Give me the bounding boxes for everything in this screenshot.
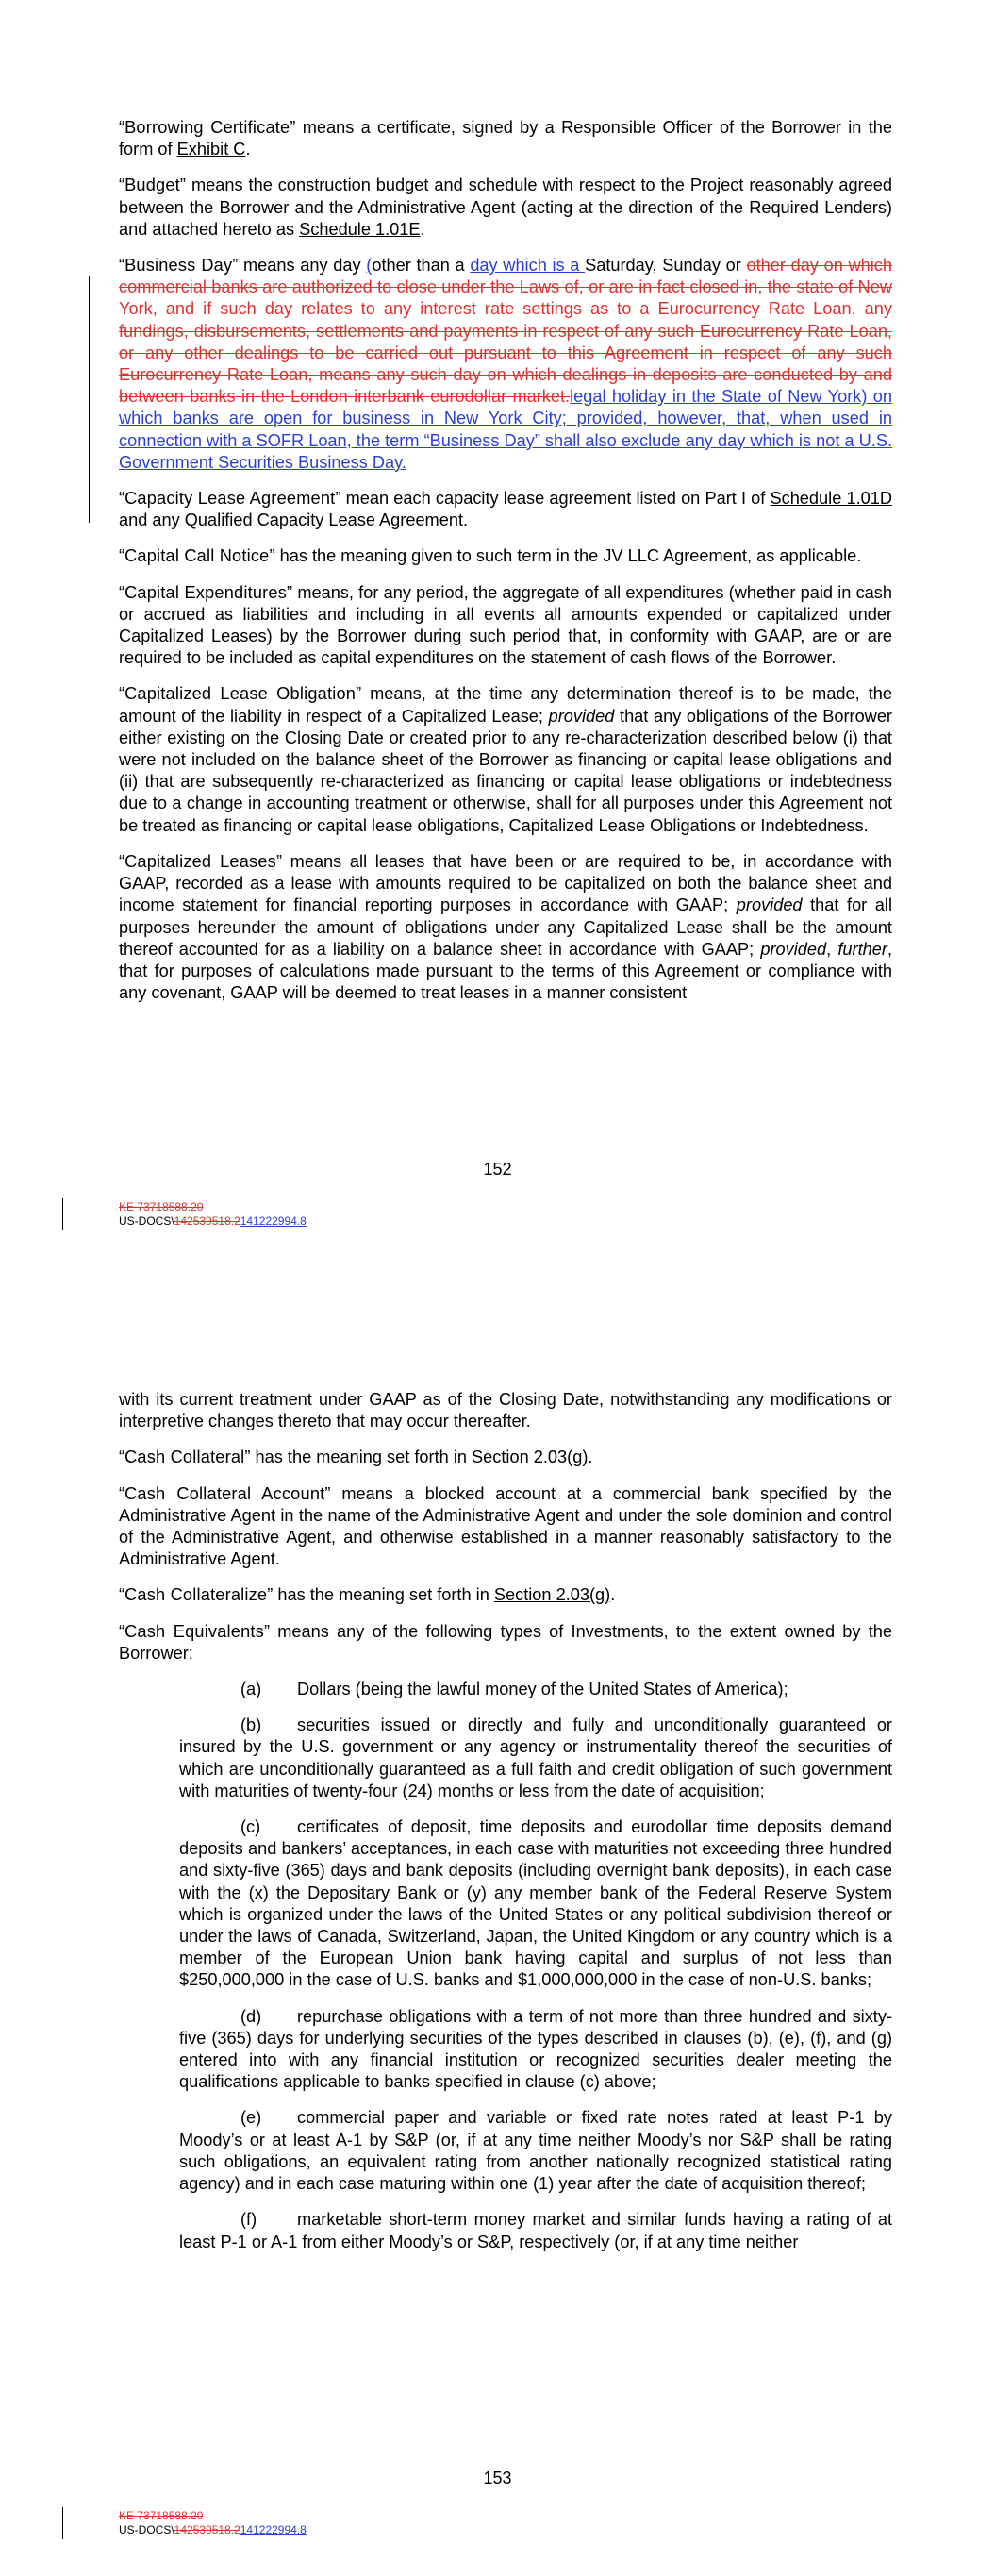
document-page-153 — [0, 1359, 995, 2576]
definition-text: means, for any period, the aggregate of all expenditures (whether paid in cash or accrued as liabilities and including in all events all amounts expended or capitalized under Capitalized Leases) by the Borrower during such period that, in conformity with GAAP, are or are required to be included as capital expenditures on the statement of cash flows of the Borrower. — [119, 582, 892, 668]
definition-budget: “Budget” means the construction budget and schedule with respect to the Project reasonably agreed between the Borrower and the Administrative Agent (acting at the direction of the Required Lenders) and attached hereto as Schedule 1.01E. — [119, 176, 892, 239]
definition-text: has the meaning given to such term in the JV LLC Agreement, as applicable. — [274, 546, 862, 566]
exhibit-link[interactable]: Exhibit C — [176, 140, 246, 159]
section-link[interactable]: Section 2.03(g) — [472, 1447, 589, 1467]
definition-text: , — [826, 939, 838, 959]
definition-text: , that for purposes of calculations made pursuant to the terms of this Agreement or compliance with any covenant, GAAP will be deemed to treat leases in a manner consistent — [119, 939, 892, 1003]
list-item-label: (b) — [240, 1715, 262, 1735]
inserted-text: legal holiday in the State of New York) on which banks are open for business in New York City; provided, however, that, when used in connection with a SOFR Loan, the term “Business Day” shall also exclude any day which is not a U.S. Government Securities Business Day. — [119, 387, 892, 472]
footer-ke-number: KE 73718588.20 — [119, 1200, 204, 1213]
list-item — [179, 2006, 892, 2094]
footer-doc-prefix: US-DOCS\ — [119, 2523, 174, 2536]
continuation-paragraph: with its current treatment under GAAP as of the Closing Date, notwithstanding any modifications or interpretive changes thereto that may occur thereafter. — [119, 1390, 892, 1431]
list-item — [179, 2209, 892, 2252]
page-body — [119, 1389, 892, 2267]
definition-text: means the construction budget and schedule with respect to the Project reasonably agreed between the Borrower and the Administrative Agent (acting at the direction of the Required Lenders) and attached hereto as — [119, 176, 892, 239]
footer-doc-prefix: US-DOCS\ — [119, 1214, 174, 1228]
definition-capital-expenditures: “Capital Expenditures” means, for any period, the aggregate of all expenditures (whether paid in cash or accrued as liabilities and including in all events all amounts expended or capitalized under Capitalized Leases) by the Borrower during such period that, in conformity with GAAP, are or are required to be included as capital expenditures on the statement of cash flows of the Borrower. — [119, 582, 892, 668]
definition-text: other than a — [372, 256, 471, 276]
definition-text: means any of the following types of Investments, to the extent owned by the Borrower: — [119, 1621, 892, 1663]
list-item-text: securities issued or directly and fully and unconditionally guaranteed or insured by the U.S. government or any agency or instrumentality thereof the securities of which are unconditionally guaranteed as a full faith and credit obligation of such government with maturities of twenty-four (24) months or less from the date of acquisition; — [179, 1715, 892, 1800]
inserted-text: day which is a — [470, 256, 586, 276]
definition-text: Saturday, Sunday or — [585, 256, 747, 276]
page-number: 153 — [483, 2468, 512, 2487]
definition-cash-collateral-account: “Cash Collateral Account” means a blocked account at a commercial bank specified by the Administrative Agent in the name of the Administrative Agent and under the sole dominion and control of the Administrative Agent, and otherwise established in a manner reasonably satisfactory to the Administrative Agent. — [119, 1483, 892, 1569]
definition-text: means a certificate, signed by a Responsible Officer of the Borrower in the form of — [119, 118, 892, 159]
list-item — [179, 1715, 892, 1802]
inserted-text: ( — [366, 256, 373, 276]
defined-term: Capacity Lease Agreement — [124, 489, 336, 509]
list-item — [179, 1816, 892, 1992]
definition-cash-equivalents: “Cash Equivalents” means any of the following types of Investments, to the extent owned by the Borrower: — [119, 1621, 892, 1663]
defined-term: Borrowing Certificate — [124, 118, 290, 137]
footer-doc-id — [119, 2523, 307, 2537]
defined-term: Business Day — [124, 256, 233, 276]
list-item-label: (c) — [240, 1817, 261, 1837]
defined-term: Capitalized Lease Obligation — [124, 684, 357, 704]
section-link[interactable]: Section 2.03(g) — [493, 1585, 611, 1605]
change-bar — [89, 276, 90, 523]
definition-text: means a blocked account at a commercial bank specified by the Administrative Agent in the name of the Administrative Agent and under the sole dominion and control of the Administrative Agent, and otherwise established in a manner reasonably satisfactory to the Administrative Agent. — [119, 1483, 892, 1569]
definition-text: that for all purposes hereunder the amount of obligations under any Capitalized Lease shall be the amount thereof accounted for as a liability on a balance sheet in accordance with GAAP; — [119, 895, 893, 959]
footer-change-bar — [62, 1198, 63, 1230]
footer-doc-inserted: 141222994.8 — [240, 2523, 307, 2536]
definition-end: . — [420, 219, 425, 239]
list-item-label: (e) — [240, 2108, 262, 2128]
definition-capitalized-lease-obligation: “Capitalized Lease Obligation” means, at the time any determination thereof is to be made, the amount of the liability in respect of a Capitalized Lease; provided that any obligations of the Borrower either existing on the Closing Date or created prior to any re-characterization described below (i) that were not included on the balance sheet of the Borrower as financing or capital lease obligations and (ii) that are subsequently re-characterized as financing or capital lease obligations or indebtedness due to a change in accounting treatment or otherwise, shall for all purposes under this Agreement not be treated as financing or capital lease obligations, Capitalized Lease Obligations or Indebtedness. — [119, 684, 892, 835]
defined-term: Capital Call Notice — [124, 546, 270, 566]
definition-capacity-lease-agreement: “Capacity Lease Agreement” mean each capacity lease agreement listed on Part I of Schedule 1.01D and any Qualified Capacity Lease Agreement. — [119, 489, 892, 530]
footer-doc-deleted: 142539518.2 — [174, 1214, 240, 1228]
definition-text: means, at the time any determination thereof is to be made, the amount of the liability in respect of a Capitalized Lease; — [119, 684, 892, 726]
definition-end: and any Qualified Capacity Lease Agreement. — [119, 510, 469, 530]
definition-business-day: “Business Day” means any day (other than a day which is a Saturday, Sunday or other day on which commercial banks are authorized to close under the Laws of, or are in fact closed in, the state of New York, and if such day relates to any interest rate settings as to a Eurocurrency Rate Loan, any fundings, disbursements, settlements and payments in respect of any such Eurocurrency Rate Loan, or any other dealings to be carried out pursuant to this Agreement in respect of any such Eurocurrency Rate Loan, means any such day on which dealings in deposits are conducted by and between banks in the London interbank eurodollar market.legal holiday in the State of New York) on which banks are open for business in New York City; provided, however, that, when used in connection with a SOFR Loan, the term “Business Day” shall also exclude any day which is not a U.S. Government Securities Business Day. — [119, 256, 892, 472]
footer-doc-deleted: 142539518.2 — [174, 2523, 240, 2536]
list-item-text: marketable short-term money market and similar funds having a rating of at least P-1 or A-1 from either Moody’s or S&P, respectively (or, if at any time neither — [179, 2210, 892, 2251]
definition-text: means any day — [238, 256, 367, 276]
list-item-text: Dollars (being the lawful money of the United States of America); — [297, 1680, 788, 1699]
definition-text: that any obligations of the Borrower either existing on the Closing Date or created prior to any re-characterization described below (i) that were not included on the balance sheet of the Borrower as financing or capital lease obligations and (ii) that are subsequently re-characterized as financing or capital lease obligations or indebtedness due to a change in accounting treatment or otherwise, shall for all purposes under this Agreement not be treated as financing or capital lease obligations, Capitalized Lease Obligations or Indebtedness. — [119, 706, 892, 835]
definition-borrowing-certificate: “Borrowing Certificate” means a certificate, signed by a Responsible Officer of the Borrower in the form of Exhibit C. — [119, 118, 892, 159]
schedule-link[interactable]: Schedule 1.01E — [299, 219, 421, 239]
page-body — [119, 117, 892, 1018]
list-item — [179, 1679, 892, 1700]
defined-term: Cash Collateral — [124, 1447, 245, 1467]
definition-cash-collateral: “Cash Collateral” has the meaning set forth in Section 2.03(g). — [119, 1447, 593, 1467]
definition-text: means all leases that have been or are required to be, in accordance with GAAP, recorded as a lease with amounts required to be capitalized on both the balance sheet and income statement for financial reporting purposes in accordance with GAAP; — [119, 851, 892, 915]
proviso: provided — [736, 895, 803, 915]
footer — [119, 2509, 307, 2537]
footer-doc-inserted: 141222994.8 — [240, 1214, 307, 1228]
definition-text: has the meaning set forth in — [250, 1447, 473, 1467]
defined-term: Cash Collateral Account — [124, 1483, 325, 1503]
list-item-text: repurchase obligations with a term of not more than three hundred and sixty-five (365) days for underlying securities of the types described in clauses (b), (e), (f), and (g) entered into with any financial institution or recognized securities dealer meeting the qualifications applicable to banks specified in clause (c) above; — [179, 2006, 892, 2092]
deleted-text: other day on which commercial banks are authorized to close under the Laws of, or are in fact closed in, the state of New York, and if such day relates to any interest rate settings as to a Eurocurrency Rate Loan, any fundings, disbursements, settlements and payments in respect of any such Eurocurrency Rate Loan, or any other dealings to be carried out pursuant to this Agreement in respect of any such Eurocurrency Rate Loan, means any such day on which dealings in deposits are conducted by and between banks in the London interbank eurodollar market. — [119, 256, 892, 407]
definition-capitalized-leases: “Capitalized Leases” means all leases that have been or are required to be, in accordance with GAAP, recorded as a lease with amounts required to be capitalized on both the balance sheet and income statement for financial reporting purposes in accordance with GAAP; provided that for all purposes hereunder the amount of obligations under any Capitalized Lease shall be the amount thereof accounted for as a liability on a balance sheet in accordance with GAAP; provided, further, that for purposes of calculations made pursuant to the terms of this Agreement or compliance with any covenant, GAAP will be deemed to treat leases in a manner consistent — [119, 851, 893, 1003]
footer-doc-id — [119, 1214, 307, 1229]
document-page-152 — [0, 0, 995, 1264]
definition-text: mean each capacity lease agreement listed on Part I of — [340, 489, 771, 509]
defined-term: Cash Equivalents — [124, 1621, 264, 1641]
definition-cash-collateralize: “Cash Collateralize” has the meaning set forth in Section 2.03(g). — [119, 1585, 616, 1605]
page-number: 152 — [483, 1160, 512, 1179]
list-item — [179, 2107, 892, 2195]
list-item-label: (d) — [240, 2006, 262, 2026]
proviso-further: further — [837, 939, 887, 959]
definition-capital-call-notice: “Capital Call Notice” has the meaning given to such term in the JV LLC Agreement, as applicable. — [119, 546, 862, 566]
defined-term: Capitalized Leases — [124, 851, 276, 871]
list-item-text: certificates of deposit, time deposits and eurodollar time deposits demand deposits and bankers’ acceptances, in each case with maturities not exceeding three hundred and sixty-five (365) days and bank deposits (including overnight bank deposits), in each case with the (x) the Depositary Bank or (y) any member bank of the Federal Reserve System which is organized under the laws of the United States or any political subdivision thereof or under the laws of Canada, Switzerland, Japan, the United Kingdom or any country which is a member of the European Union bank having capital and surplus of not less than $250,000,000 in the case of U.S. banks and $1,000,000,000 in the case of non-U.S. banks; — [179, 1817, 892, 1990]
footer-change-bar — [62, 2507, 63, 2539]
definition-text: has the meaning set forth in — [273, 1585, 494, 1605]
list-item-text: commercial paper and variable or fixed rate notes rated at least P-1 by Moody’s or at least A-1 by S&P (or, if at any time neither Moody’s nor S&P shall be rating such obligations, an equivalent rating from another nationally recognized statistical rating agency) and in each case maturing within one (1) year after the date of acquisition thereof; — [179, 2108, 892, 2194]
defined-term: Cash Collateralize — [124, 1585, 268, 1605]
footer — [119, 1200, 307, 1229]
definition-end: . — [588, 1447, 593, 1467]
schedule-link[interactable]: Schedule 1.01D — [770, 489, 892, 509]
proviso: provided — [548, 706, 615, 726]
list-item-label: (f) — [240, 2210, 257, 2230]
definition-end: . — [245, 140, 251, 159]
footer-ke-number: KE 73718588.20 — [119, 2509, 204, 2522]
proviso: provided — [760, 939, 827, 959]
list-item-label: (a) — [240, 1680, 262, 1699]
definition-end: . — [610, 1585, 616, 1605]
defined-term: Budget — [124, 176, 180, 195]
defined-term: Capital Expenditures — [124, 582, 288, 602]
